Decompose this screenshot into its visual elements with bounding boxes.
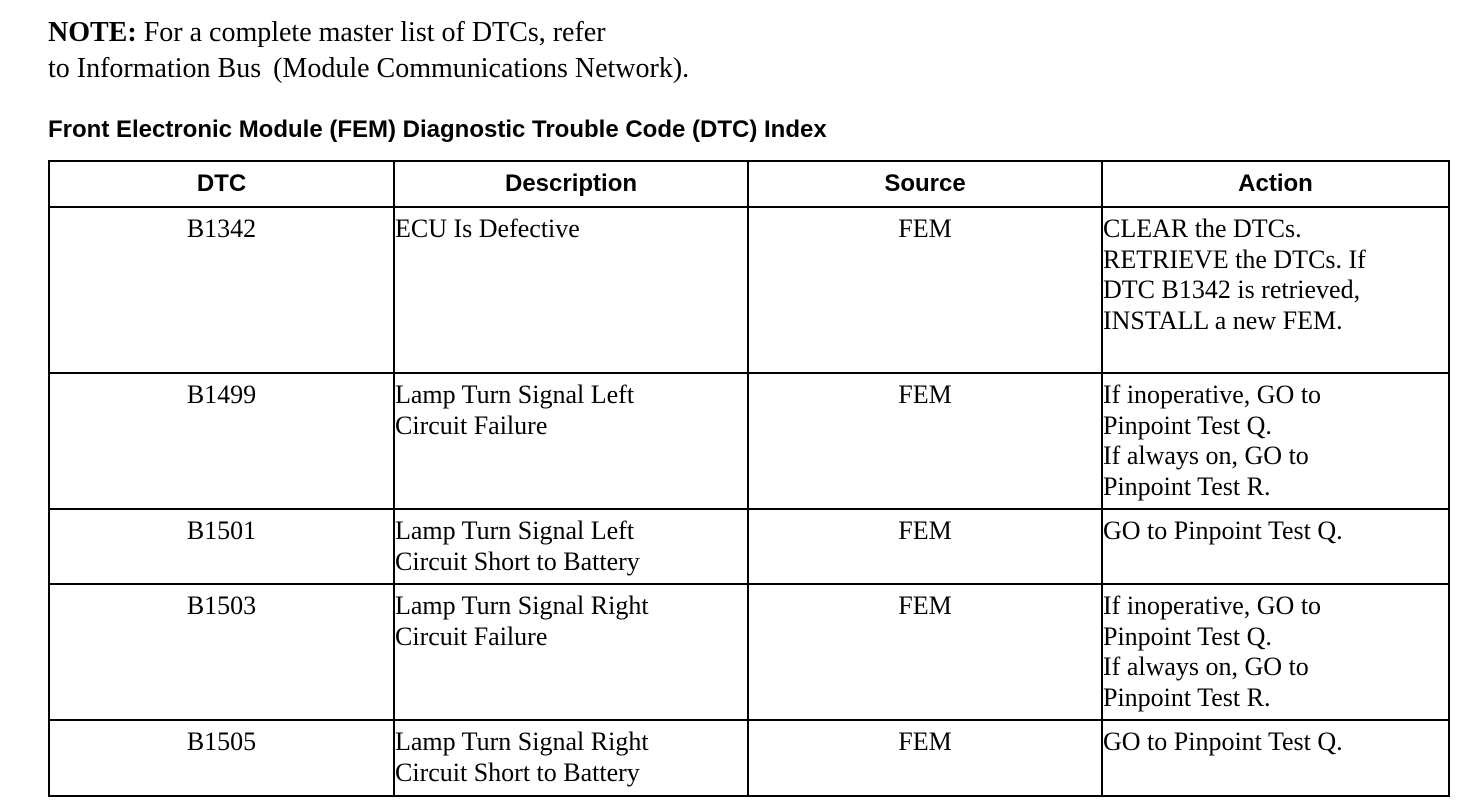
action-line: CLEAR the DTCs. bbox=[1103, 214, 1302, 243]
note-block bbox=[48, 15, 689, 87]
dtc-action bbox=[1102, 509, 1449, 584]
header-description: Description bbox=[394, 161, 748, 207]
dtc-action bbox=[1102, 373, 1449, 509]
dtc-code: B1505 bbox=[49, 720, 394, 796]
header-source: Source bbox=[748, 161, 1102, 207]
description-line: Circuit Short to Battery bbox=[395, 757, 640, 787]
dtc-code: B1503 bbox=[49, 584, 394, 720]
dtc-action bbox=[1102, 584, 1449, 720]
action-line: GO to Pinpoint Test Q. bbox=[1103, 727, 1343, 756]
dtc-description bbox=[394, 373, 748, 509]
dtc-code: B1342 bbox=[49, 207, 394, 373]
note-line-1 bbox=[48, 15, 689, 51]
header-action: Action bbox=[1102, 161, 1449, 207]
table-row bbox=[49, 720, 1449, 796]
table-row bbox=[49, 509, 1449, 584]
header-dtc: DTC bbox=[49, 161, 394, 207]
description-line: Lamp Turn Signal Right bbox=[395, 591, 649, 620]
dtc-source: FEM bbox=[748, 720, 1102, 796]
description-line: Circuit Failure bbox=[395, 621, 548, 651]
action-line: Pinpoint Test Q. bbox=[1103, 410, 1272, 440]
note-text-line-2b: (Module Communications Network). bbox=[273, 53, 690, 84]
action-line: If always on, GO to bbox=[1103, 652, 1309, 681]
description-line: Circuit Failure bbox=[395, 410, 548, 440]
description-line: Lamp Turn Signal Left bbox=[395, 380, 635, 409]
dtc-code: B1501 bbox=[49, 509, 394, 584]
description-line: Circuit Short to Battery bbox=[395, 546, 640, 576]
dtc-description bbox=[394, 584, 748, 720]
note-line-2 bbox=[48, 51, 689, 87]
table-row bbox=[49, 373, 1449, 509]
dtc-action bbox=[1102, 720, 1449, 796]
dtc-description bbox=[394, 720, 748, 796]
table-row bbox=[49, 207, 1449, 373]
action-line: If always on, GO to bbox=[1103, 441, 1309, 470]
description-line: Lamp Turn Signal Left bbox=[395, 516, 635, 545]
action-line: DTC B1342 is retrieved, bbox=[1103, 275, 1361, 304]
note-text-line-2a: to Information Bus bbox=[48, 53, 262, 84]
dtc-index-table bbox=[48, 160, 1450, 797]
dtc-description bbox=[394, 207, 748, 373]
action-line: Pinpoint Test Q. bbox=[1103, 621, 1272, 651]
action-line: RETRIEVE the DTCs. If bbox=[1103, 244, 1366, 274]
description-line: Lamp Turn Signal Right bbox=[395, 727, 649, 756]
dtc-action bbox=[1102, 207, 1449, 373]
table-row bbox=[49, 584, 1449, 720]
note-text-line-1: For a complete master list of DTCs, refer bbox=[143, 17, 606, 48]
dtc-source: FEM bbox=[748, 373, 1102, 509]
action-line: Pinpoint Test R. bbox=[1103, 682, 1271, 712]
action-line: If inoperative, GO to bbox=[1103, 591, 1322, 620]
dtc-source: FEM bbox=[748, 207, 1102, 373]
action-line: If inoperative, GO to bbox=[1103, 380, 1322, 409]
table-header-row bbox=[49, 161, 1449, 207]
dtc-source: FEM bbox=[748, 584, 1102, 720]
note-label: NOTE: bbox=[48, 17, 137, 48]
table-heading: Front Electronic Module (FEM) Diagnostic Trouble Code (DTC) Index bbox=[48, 116, 827, 143]
dtc-description bbox=[394, 509, 748, 584]
dtc-source: FEM bbox=[748, 509, 1102, 584]
dtc-code: B1499 bbox=[49, 373, 394, 509]
action-line: Pinpoint Test R. bbox=[1103, 471, 1271, 501]
action-line: GO to Pinpoint Test Q. bbox=[1103, 516, 1343, 545]
description-line: ECU Is Defective bbox=[395, 214, 580, 243]
action-line: INSTALL a new FEM. bbox=[1103, 305, 1343, 335]
